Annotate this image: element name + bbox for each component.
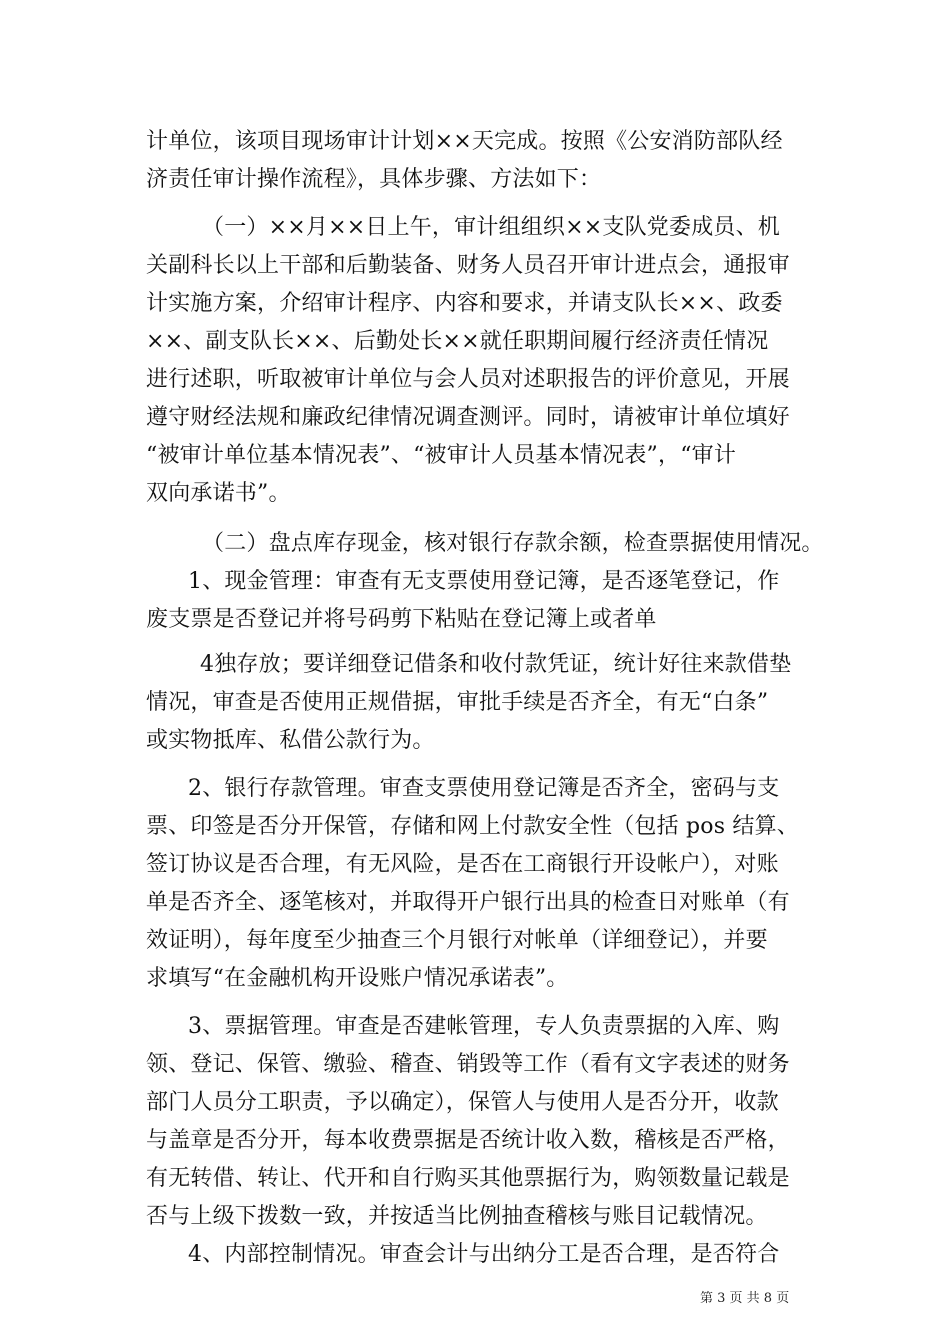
text-line: 或实物抵库、私借公款行为。: [146, 728, 435, 753]
text-line: 关副科长以上干部和后勤装备、财务人员召开审计进点会，通报审: [146, 253, 790, 278]
text-line: 废支票是否登记并将号码剪下粘贴在登记簿上或者单: [146, 607, 657, 632]
page-number: 第 3 页 共 8 页: [700, 1291, 790, 1306]
text-line: 遵守财经法规和廉政纪律情况调查测评。同时，请被审计单位填好: [146, 405, 790, 430]
text-line: 4独存放；要详细登记借条和收付款凭证，统计好往来款借垫: [200, 652, 792, 677]
text-line: 签订协议是否合理，有无风险，是否在工商银行开设帐户），对账: [146, 852, 779, 877]
text-line: 2、银行存款管理。审查支票使用登记簿是否齐全，密码与支: [188, 776, 780, 801]
text-line: 4、内部控制情况。审查会计与出纳分工是否合理，是否符合: [188, 1242, 780, 1267]
text-line: （二）盘点库存现金，核对银行存款余额，检查票据使用情况。: [202, 531, 824, 556]
text-line: 票、印签是否分开保管，存储和网上付款安全性（包括 pos 结算、: [146, 814, 800, 839]
text-line: 部门人员分工职责，予以确定），保管人与使用人是否分开，收款: [146, 1090, 779, 1115]
text-line: 有无转借、转让、代开和自行购买其他票据行为，购领数量记载是: [146, 1166, 790, 1191]
text-line: 1、现金管理：审查有无支票使用登记簿，是否逐笔登记，作: [188, 569, 780, 594]
text-line: 进行述职，听取被审计单位与会人员对述职报告的评价意见，开展: [146, 367, 790, 392]
text-line: 单是否齐全、逐笔核对，并取得开户银行出具的检查日对账单（有: [146, 890, 790, 915]
text-line: （一）××月××日上午，审计组组织××支队党委成员、机: [202, 215, 781, 240]
text-line: 效证明），每年度至少抽查三个月银行对帐单（详细登记），并要: [146, 928, 768, 953]
text-line: 济责任审计操作流程》，具体步骤、方法如下：: [146, 167, 602, 192]
text-line: 领、登记、保管、缴验、稽查、销毁等工作（看有文字表述的财务: [146, 1052, 790, 1077]
text-line: 计单位，该项目现场审计计划××天完成。按照《公安消防部队经: [146, 129, 783, 154]
text-line: ××、副支队长××、后勤处长××就任职期间履行经济责任情况: [146, 329, 769, 354]
text-line: “被审计单位基本情况表”、“被审计人员基本情况表”，“审计: [146, 443, 737, 468]
text-line: 双向承诺书”。: [146, 481, 291, 506]
text-line: 3、票据管理。审查是否建帐管理，专人负责票据的入库、购: [188, 1014, 780, 1039]
text-line: 情况，审查是否使用正规借据，审批手续是否齐全，有无“白条”: [146, 690, 769, 715]
text-line: 与盖章是否分开，每本收费票据是否统计收入数，稽核是否严格，: [146, 1128, 790, 1153]
text-line: 否与上级下拨数一致，并按适当比例抽查稽核与账目记载情况。: [146, 1204, 768, 1229]
text-line: 求填写“在金融机构开设账户情况承诺表”。: [146, 966, 569, 991]
text-line: 计实施方案，介绍审计程序、内容和要求，并请支队长××、政委: [146, 291, 783, 316]
